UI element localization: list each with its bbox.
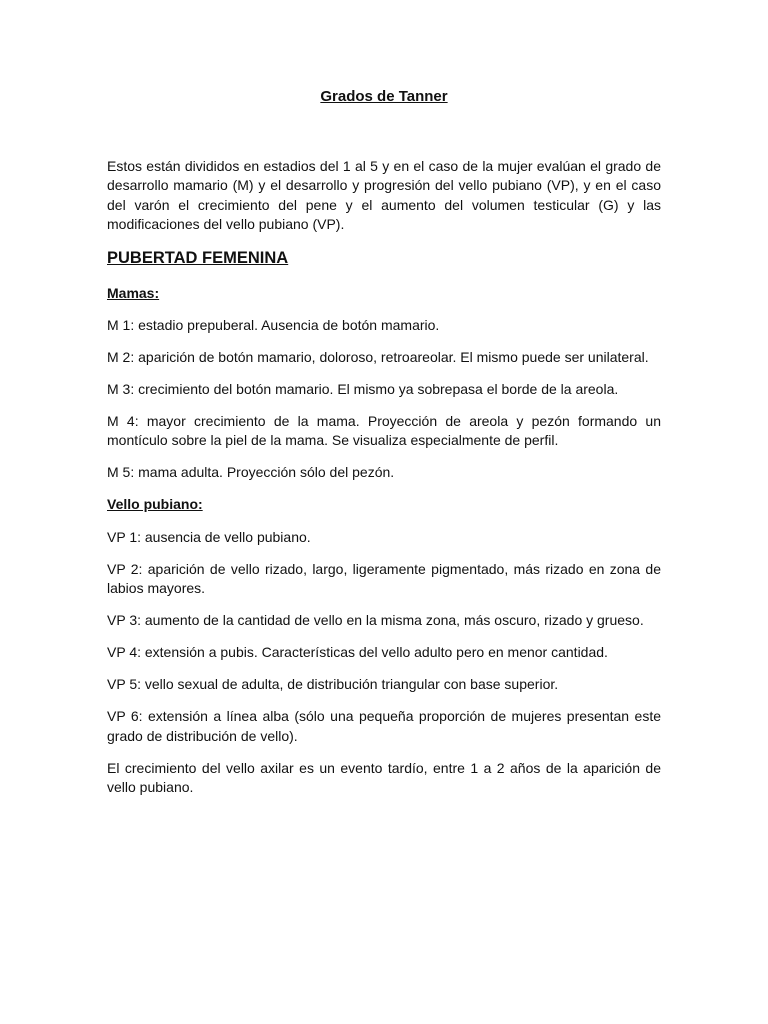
vello-stage-vp6: VP 6: extensión a línea alba (sólo una pequeña proporción de mujeres presentan este grado de distribución de vello). [107,708,661,744]
mamas-stage-m2: M 2: aparición de botón mamario, doloroso, retroareolar. El mismo puede ser unilateral. [107,349,649,366]
document-title: Grados de Tanner [320,88,448,105]
intro-paragraph: Estos están divididos en estadios del 1 al 5 y en el caso de la mujer evalúan el grado de desarrollo mamario (M) y el desarrollo y progresión del vello pubiano (VP), y en el caso del varón el crecimiento del pene y el aumento del volumen testicular (G) y las modificaciones del vello pubiano (VP). [107,158,661,233]
closing-paragraph: El crecimiento del vello axilar es un evento tardío, entre 1 a 2 años de la aparición de vello pubiano. [107,759,661,796]
vello-stage-vp1: VP 1: ausencia de vello pubiano. [107,528,311,545]
mamas-stage-m5: M 5: mama adulta. Proyección sólo del pezón. [107,464,395,481]
vello-stage-vp2: VP 2: aparición de vello rizado, largo, ligeramente pigmentado, más rizado en zona de labios mayores. [107,560,661,597]
mamas-stage-m1: M 1: estadio prepuberal. Ausencia de botón mamario. [107,317,440,334]
vello-stage-vp4: VP 4: extensión a pubis. Características del vello adulto pero en menor cantidad. [107,644,608,661]
vello-stage-vp3: VP 3: aumento de la cantidad de vello en la misma zona, más oscuro, rizado y grueso. [107,612,644,629]
mamas-stage-m4: M 4: mayor crecimiento de la mama. Proyección de areola y pezón formando un montículo sobre la piel de la mama. Se visualiza especialmente de perfil. [107,413,661,449]
section-heading-pubertad-femenina: PUBERTAD FEMENINA [107,248,289,267]
document-body [107,86,661,810]
mamas-stage-m3: M 3: crecimiento del botón mamario. El mismo ya sobrepasa el borde de la areola. [107,381,619,398]
subheading-vello-pubiano: Vello pubiano: [107,496,203,513]
subheading-mamas: Mamas: [107,284,160,301]
vello-stage-vp5: VP 5: vello sexual de adulta, de distribución triangular con base superior. [107,676,559,693]
